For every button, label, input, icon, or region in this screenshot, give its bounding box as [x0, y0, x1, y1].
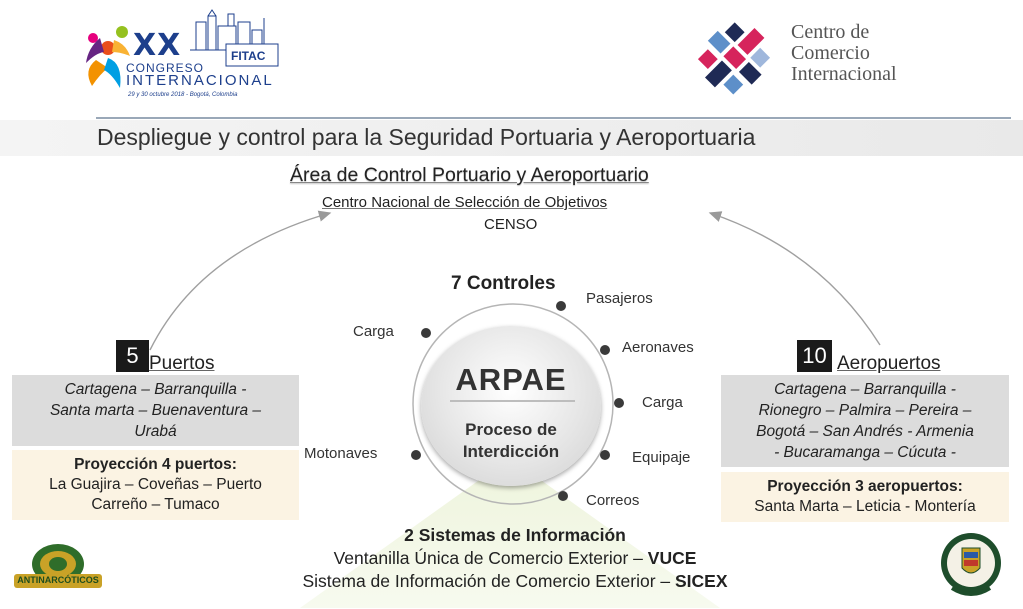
controls-title: 7 Controles	[451, 273, 556, 294]
control-correos: Correos	[586, 492, 640, 509]
control-dot	[421, 328, 431, 338]
arpae-divider	[450, 400, 575, 402]
censo-description: Centro Nacional de Selección de Objetivos	[322, 194, 608, 211]
ccb-line-1: Centro de	[791, 21, 870, 43]
ports-arrow	[150, 213, 330, 350]
sicex-description: Sistema de Información de Comercio Exterior –	[302, 571, 675, 591]
control-dot	[558, 491, 568, 501]
control-dot	[556, 301, 566, 311]
ports-list-line-2: Santa marta – Buenaventura –	[49, 402, 262, 419]
control-dot	[600, 345, 610, 355]
ccb-line-2: Comercio	[791, 42, 870, 64]
police-shield	[938, 530, 1004, 602]
airports-projection-line-1: Santa Marta – Leticia - Montería	[754, 498, 976, 515]
control-equipaje: Equipaje	[632, 449, 691, 466]
ports-list-line-3: Urabá	[134, 423, 177, 440]
airports-count-badge: 10	[797, 340, 832, 372]
congress-international-word: INTERNACIONAL	[126, 72, 274, 89]
airports-projection	[721, 472, 1009, 522]
airports-list-line-2: Rionegro – Palmira – Pereira –	[758, 402, 972, 419]
control-dot	[411, 450, 421, 460]
ports-label: Puertos	[149, 353, 215, 374]
antinarcoticos-emblem-icon	[12, 540, 104, 595]
control-dot	[600, 450, 610, 460]
ports-projection	[12, 450, 299, 520]
ports-list	[12, 375, 299, 446]
ccb-line-3: Internacional	[791, 63, 897, 85]
area-title: Área de Control Portuario y Aeroportuario	[290, 164, 649, 186]
control-carga-left: Carga	[353, 323, 394, 340]
ports-list-line-1: Cartagena – Barranquilla -	[64, 381, 247, 398]
control-aeronaves: Aeronaves	[622, 339, 694, 356]
ports-projection-line-2: Carreño – Tumaco	[91, 496, 220, 513]
sicex-line	[255, 570, 775, 593]
airports-list	[721, 375, 1009, 467]
process-line-2: Interdicción	[462, 442, 560, 461]
control-motonaves: Motonaves	[304, 445, 378, 462]
control-carga-right: Carga	[642, 394, 683, 411]
airports-arrow	[710, 213, 880, 345]
airports-list-line-3: Bogotá – San Andrés - Armenia	[756, 423, 974, 440]
antinarcoticos-badge	[12, 540, 104, 595]
airports-list-line-1: Cartagena – Barranquilla -	[774, 381, 956, 398]
process-label	[421, 419, 601, 463]
airports-label: Aeropuertos	[837, 353, 941, 374]
congress-word: CONGRESO	[126, 61, 205, 75]
ports-count-badge: 5	[116, 340, 149, 372]
page-title: Despliegue y control para la Seguridad Portuaria y Aeroportuaria	[97, 124, 756, 150]
ports-projection-line-1: La Guajira – Coveñas – Puerto	[49, 476, 262, 493]
ports-projection-title: Proyección 4 puertos:	[74, 456, 237, 473]
police-shield-icon	[938, 530, 1004, 602]
process-line-1: Proceso de	[465, 420, 557, 439]
airports-list-line-4: - Bucaramanga – Cúcuta -	[774, 444, 956, 461]
vuce-description: Ventanilla Única de Comercio Exterior –	[333, 548, 648, 568]
information-systems	[255, 524, 775, 593]
airports-projection-title: Proyección 3 aeropuertos:	[767, 478, 963, 495]
congress-date: 29 y 30 octubre 2018 - Bogotá, Colombia	[128, 92, 238, 98]
sicex-acronym: SICEX	[675, 571, 728, 591]
antinarcoticos-label: ANTINARCÓTICOS	[17, 575, 99, 585]
control-dot	[614, 398, 624, 408]
vuce-acronym: VUCE	[647, 548, 697, 568]
systems-title: 2 Sistemas de Información	[404, 525, 626, 545]
fitac-label: FITAC	[231, 49, 266, 63]
congress-numeral: XX	[133, 28, 182, 63]
vuce-line	[255, 547, 775, 570]
control-pasajeros: Pasajeros	[586, 290, 653, 307]
arpae-title: ARPAE	[455, 362, 567, 397]
censo-acronym: CENSO	[484, 216, 538, 233]
